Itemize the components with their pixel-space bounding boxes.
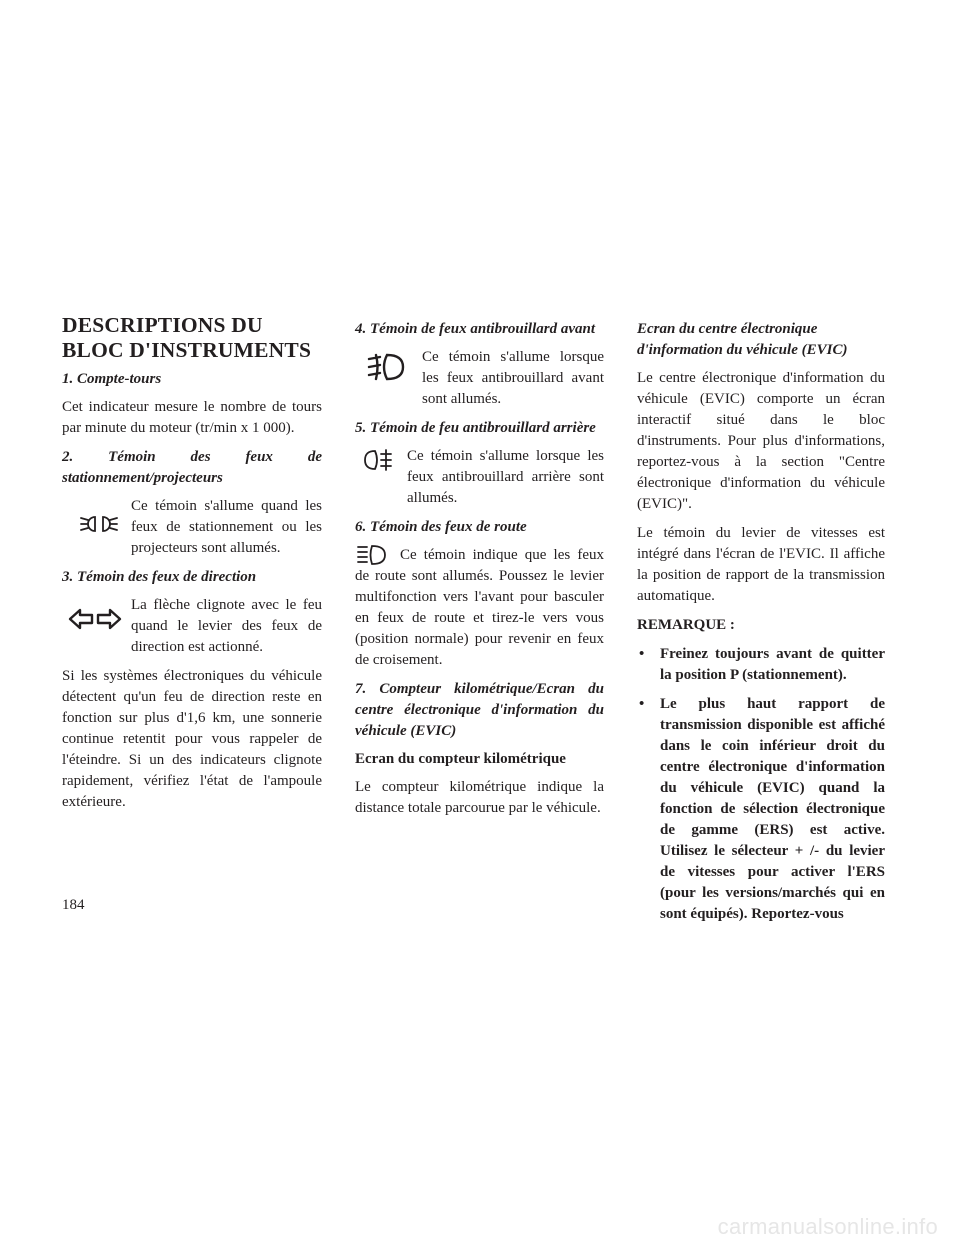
left-column bbox=[62, 307, 322, 821]
front-fog-light-icon bbox=[367, 351, 407, 383]
rear-fog-text: Ce témoin s'allume lorsque les feux antibrouillard arrière sont allumés. bbox=[407, 448, 604, 506]
evic-heading: Ecran du centre électronique d'information du véhicule (EVIC) bbox=[637, 321, 848, 358]
turn-signal-note: Si les systèmes électroniques du véhicule détectent qu'un feu de direction reste en fonction sur plus d'1,6 km, une sonnerie continue retentit pour vous rappeler de l'éteindre. Si un des indicateurs clignote rapidement, vérifiez l'état de l'ampoule extérieure. bbox=[62, 668, 322, 810]
front-fog-text: Ce témoin s'allume lorsque les feux antibrouillard avant sont allumés. bbox=[422, 349, 604, 407]
rear-fog-heading: 5. Témoin de feu antibrouillard arrière bbox=[355, 420, 596, 436]
high-beam-block bbox=[355, 545, 604, 671]
high-beam-icon bbox=[357, 544, 387, 566]
odometer-subheading: Ecran du compteur kilométrique bbox=[355, 751, 566, 767]
list-item: • Freinez toujours avant de quitter la position P (stationnement). bbox=[639, 646, 885, 683]
tachometer-text: Cet indicateur mesure le nombre de tours par minute du moteur (tr/min x 1 000). bbox=[62, 399, 322, 436]
remark-bullets bbox=[637, 644, 885, 925]
right-column bbox=[637, 307, 885, 933]
evic-text-1: Le centre électronique d'information du véhicule (EVIC) comporte un écran interactif situé dans le bloc d'instruments. Pour plus d'informations, reportez-vous à la section "Centre électronique d'information du véhicule (EVIC)". bbox=[637, 370, 885, 512]
middle-column bbox=[355, 307, 604, 827]
high-beam-text: Ce témoin indique que les feux de route sont allumés. Poussez le levier multifonction vers l'avant pour basculer en feux de route et tirez-le vers vous (position normale) pour revenir en feux de croisement. bbox=[355, 547, 604, 668]
page-number: 184 bbox=[62, 897, 85, 913]
front-fog-heading: 4. Témoin de feux antibrouillard avant bbox=[355, 321, 596, 337]
turn-signal-heading: 3. Témoin des feux de direction bbox=[62, 569, 257, 585]
turn-signal-text: La flèche clignote avec le feu quand le levier des feux de direction est actionné. bbox=[131, 597, 322, 655]
watermark: carmanualsonline.info bbox=[717, 1214, 938, 1239]
parking-lights-block bbox=[62, 496, 322, 559]
parking-lights-icon bbox=[80, 514, 118, 534]
odometer-heading: 7. Compteur kilométrique/Ecran du centre électronique d'information du véhicule (EVIC) bbox=[355, 681, 604, 739]
odometer-text: Le compteur kilométrique indique la distance totale parcourue par le véhicule. bbox=[355, 779, 604, 816]
evic-text-2: Le témoin du levier de vitesses est intégré dans l'écran de l'EVIC. Il affiche la position de rapport de la transmission automatique. bbox=[637, 525, 885, 604]
rear-fog-light-icon bbox=[363, 449, 393, 471]
tachometer-heading: 1. Compte-tours bbox=[62, 371, 162, 387]
high-beam-heading: 6. Témoin des feux de route bbox=[355, 519, 527, 535]
list-item: • Le plus haut rapport de transmission disponible est affiché dans le coin inférieur droit du centre électronique d'information du véhicule (EVIC) quand la fonction de sélection électronique de gamme (ERS) est active. Utilisez le sélecteur + /- du levier de vitesses pour activer l'ERS (pour les versions/marchés qui en sont équipés). Reportez-vous bbox=[639, 696, 885, 922]
section-title: DESCRIPTIONS DU BLOC D'INSTRUMENTS bbox=[62, 313, 312, 362]
rear-fog-block bbox=[355, 446, 604, 509]
parking-lights-text: Ce témoin s'allume quand les feux de stationnement ou les projecteurs sont allumés. bbox=[131, 498, 322, 556]
front-fog-block bbox=[355, 347, 604, 410]
remark-label: REMARQUE : bbox=[637, 617, 735, 633]
turn-signal-arrows-icon bbox=[68, 607, 122, 631]
parking-lights-heading: 2. Témoin des feux de stationnement/projecteurs bbox=[62, 449, 322, 486]
turn-signal-block bbox=[62, 595, 322, 658]
